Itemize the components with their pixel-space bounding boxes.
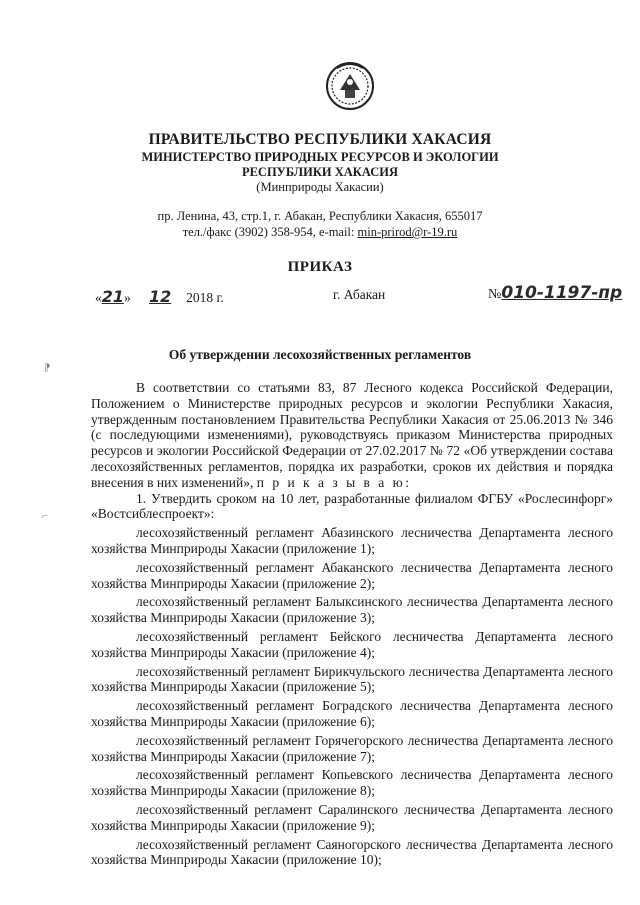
ministry-address: пр. Ленина, 43, стр.1, г. Абакан, Республики Хакасия, 655017 [157,209,483,223]
list-item: лесохозяйственный регламент Копьевского лесничества Департамента лесного хозяйства Минприроды Хакасии (приложение 8); [91,767,613,799]
email-link[interactable]: min-prirod@r-19.ru [357,225,458,239]
list-item: лесохозяйственный регламент Абазинского лесничества Департамента лесного хозяйства Минприроды Хакасии (приложение 1); [91,525,613,556]
date-year: 2018 г. [186,290,224,305]
margin-mark: ⌐ [42,511,48,522]
order-word: п р и к а з ы в а ю: [256,474,412,490]
ministry-abbreviation: (Минприроды Хакасии) [256,180,384,194]
order-body [91,380,613,871]
document-type-title: ПРИКАЗ [287,259,353,275]
list-item: лесохозяйственный регламент Боградского лесничества Департамента лесного хозяйства Минприроды Хакасии (приложение 6); [91,698,613,729]
number-sign: № [488,287,502,302]
coat-of-arms-emblem [325,60,375,112]
list-item: лесохозяйственный регламент Абаканского лесничества Департамента лесного хозяйства Минприроды Хакасии (приложение 2); [91,559,613,591]
order-number [488,283,622,303]
ministry-contacts [0,225,640,240]
point-1: 1. Утвердить сроком на 10 лет, разработанные филиалом ФГБУ «Рослесинфорг» «Востсиблеспроект»: [91,490,613,522]
list-item: лесохозяйственный регламент Саяногорского лесничества Департамента лесного хозяйства Минприроды Хакасии (приложение 10); [91,836,613,868]
government-name: ПРАВИТЕЛЬСТВО РЕСПУБЛИКИ ХАКАСИЯ [148,131,492,148]
phone-fax: тел./факс (3902) 358-954, e-mail: [182,225,358,239]
date-month-handwritten: 12 [149,287,172,306]
list-item: лесохозяйственный регламент Бирикчульского лесничества Департамента лесного хозяйства Минприроды Хакасии (приложение 5); [91,663,613,695]
list-item: лесохозяйственный регламент Горячегорского лесничества Департамента лесного хозяйства Минприроды Хакасии (приложение 7); [91,732,613,764]
list-item: лесохозяйственный регламент Бейского лесничества Департамента лесного хозяйства Минприроды Хакасии (приложение 4); [91,628,613,660]
list-item: лесохозяйственный регламент Балыксинского лесничества Департамента лесного хозяйства Минприроды Хакасии (приложение 3); [91,594,613,626]
margin-mark: ⁋ [44,363,51,374]
order-city: г. Абакан [333,287,386,302]
ministry-name-line1: МИНИСТЕРСТВО ПРИРОДНЫХ РЕСУРСОВ И ЭКОЛОГИИ [141,150,499,164]
ministry-name-line2: РЕСПУБЛИКИ ХАКАСИЯ [241,165,399,179]
preamble-paragraph [91,380,613,491]
order-number-handwritten: 010-1197-пр [501,283,623,303]
preamble-text: В соответствии со статьями 83, 87 Лесного кодекса Российской Федерации, Положением о Министерстве природных ресурсов и экологии Республики Хакасия, утвержденным постановлением Правительства Республики Хакасия от 25.06.2013 № 346 (с последующими изменениями), руководствуясь приказом Министерства природных ресурсов и экологии Российской Федерации от 27.02.2017 № 72 «Об утверждении состава лесохозяйственных регламентов, порядка их разработки, сроков их действия и порядка внесения в них изменений», [91,380,613,490]
order-date [95,287,224,306]
date-day-handwritten: 21 [101,287,125,306]
order-subject: Об утверждении лесохозяйственных регламентов [168,347,472,362]
list-item: лесохозяйственный регламент Саралинского лесничества Департамента лесного хозяйства Минприроды Хакасии (приложение 9); [91,801,613,833]
date-open-quote: « [95,290,102,305]
date-close-quote: » [124,290,131,305]
